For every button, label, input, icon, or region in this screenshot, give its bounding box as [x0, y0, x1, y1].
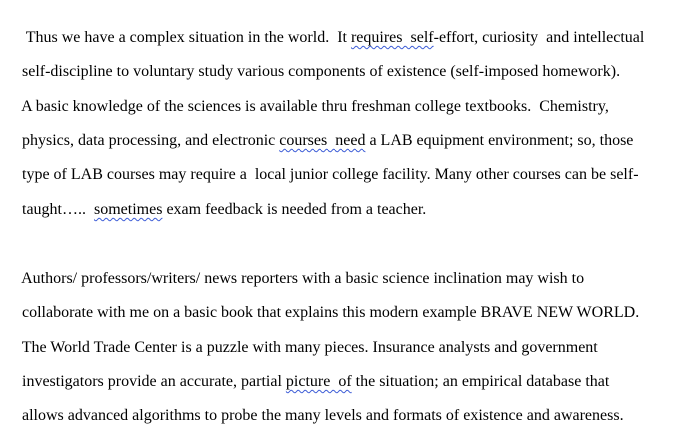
text-run: Thus we have a complex situation in the world. It — [22, 29, 351, 46]
text-run: allows advanced algorithms to probe the many levels and formats of existence and awareness. — [22, 407, 624, 424]
text-run: A basic knowledge of the sciences is available thru freshman college textbooks. Chemistry, — [21, 98, 609, 115]
spelling-flagged-text[interactable]: picture of — [285, 373, 352, 390]
text-run: physics, data processing, and electronic — [22, 132, 280, 149]
text-run: exam feedback is needed from a teacher. — [162, 201, 427, 218]
spelling-flagged-text[interactable]: requires self — [350, 29, 434, 46]
text-line — [6, 386, 624, 446]
text-run: The World Trade Center is a puzzle with many pieces. Insurance analysts and government — [21, 339, 598, 356]
text-run: Authors/ professors/writers/ news reporters with a basic science inclination may wish to — [21, 270, 585, 287]
text-run: investigators provide an accurate, partial — [22, 373, 286, 390]
text-run: the situation; an empirical database that — [351, 373, 610, 390]
text-run: taught….. — [22, 201, 94, 218]
text-line — [6, 180, 426, 240]
text-run: self-discipline to voluntary study various components of existence (self-imposed homework). — [22, 63, 621, 80]
text-run: a LAB equipment environment; so, those — [365, 132, 634, 149]
spelling-flagged-text[interactable]: sometimes — [94, 201, 163, 218]
text-run: collaborate with me on a basic book that explains this modern example BRAVE NEW WORLD. — [22, 304, 640, 321]
text-run: type of LAB courses may require a local junior college facility. Many other courses can be self- — [22, 166, 639, 183]
text-run: -effort, curiosity and intellectual — [433, 29, 645, 46]
spelling-flagged-text[interactable]: courses need — [279, 132, 366, 149]
